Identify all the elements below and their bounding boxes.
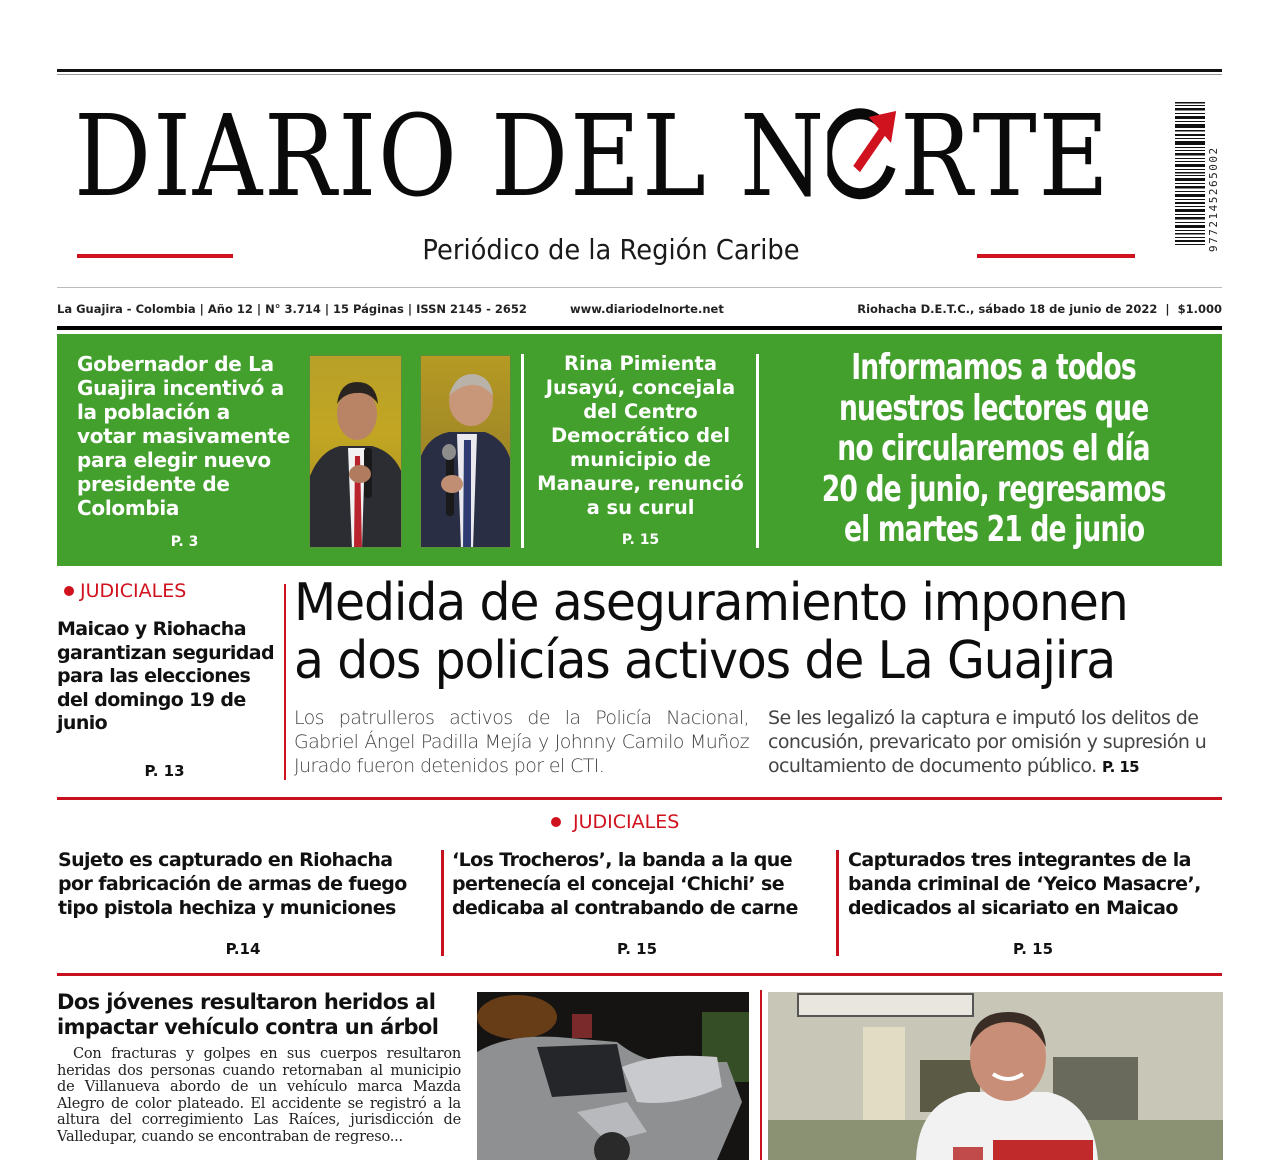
info-bar-rule [57,326,1222,330]
section-kicker-judiciales [64,580,186,602]
judiciales-story-2-headline[interactable]: ‘Los Trocheros’, la banda a la que pertenecía el concejal ‘Chichi’ se dedicaba al contrabando de carne [452,849,798,919]
side-story-headline[interactable]: Maicao y Riohacha garantizan seguridad para las elecciones del domingo 19 de junio [57,618,274,734]
judiciales-story-3-headline[interactable]: Capturados tres integrantes de la banda criminal de ‘Yeico Masacre’, dedicados al sicariato en Maicao [848,849,1201,919]
logo-text-part1: DIARIO DEL N [74,92,827,222]
masthead-red-bar-right [977,254,1135,258]
logo-text-part2: RTE [899,92,1111,222]
section-label: JUDICIALES [573,811,680,833]
bottom-story-body: Con fracturas y golpes en sus cuerpos resultaron heridas dos personas cuando retornaban al municipio de Villanueva abordo de un vehículo marca Mazda Alegro de color plateado. El accidente se registró a la altura del corregimiento Las Raíces, jurisdicción de Valledupar, cuando se encontraban de regreso... [57,1046,461,1145]
lead-story-headline[interactable] [294,574,1229,690]
website-link[interactable]: www.diariodelnorte.net [570,302,724,316]
section-rule-red-2 [57,973,1222,976]
banner-divider-2 [756,354,759,548]
masthead-top-rule-thin [57,74,1222,75]
judiciales-story-1-page: P.14 [225,940,261,958]
tagline [0,233,1222,266]
barcode-icon [1173,100,1221,252]
bullet-dot-icon [551,817,561,827]
notice-line-1: Informamos a todos [851,347,1137,388]
bullet-dot-icon [64,586,74,596]
lead-story-body-col2 [768,706,1224,779]
lead-headline-line-1: Medida de aseguramiento imponen [294,573,1128,633]
tagline-text: Periódico de la Región Caribe [422,233,800,266]
masthead-divider [57,287,1222,288]
section-label: JUDICIALES [80,580,187,602]
side-story-page: P. 13 [144,762,185,780]
notice-line-5: el martes 21 de junio [843,509,1145,550]
edition-info-bar [57,302,1222,318]
barcode-number: 9772145265002 [1207,146,1220,252]
banner-divider-1 [521,354,524,548]
photo-candidate-1 [309,355,402,548]
photo-man-smiling [768,992,1223,1160]
notice-line-4: 20 de junio, regresamos [822,468,1166,510]
column-divider [760,990,762,1160]
lead-story-body-col1: Los patrulleros activos de la Policía Nacional, Gabriel Ángel Padilla Mejía y Johnny Camilo Muñoz Jurado fueron detenidos por el CTI. [294,707,749,777]
judiciales-story-3-page: P. 15 [1012,940,1054,958]
newspaper-logo [74,92,1111,222]
notice-line-3: no circularemos el día [837,428,1151,469]
bottom-story-headline[interactable]: Dos jóvenes resultaron heridos al impactar vehículo contra un árbol [57,990,439,1039]
logo-o-arrow-icon [826,107,900,207]
masthead-top-rule [57,69,1222,72]
banner-story-governor-page: P. 3 [170,534,199,550]
banner-story-rina-page: P. 15 [621,532,660,548]
lead-body-col2-text: Se les legalizó la captura e imputó los delitos de concusión, prevaricato por omisión y supresión u ocultamiento de documento público. [768,707,1207,777]
photo-car-crash [477,992,749,1160]
notice-line-2: nuestros lectores que [839,387,1149,429]
judiciales-story-1-headline[interactable]: Sujeto es capturado en Riohacha por fabricación de armas de fuego tipo pistola hechiza y municiones [58,849,407,919]
section-rule-red-1 [57,797,1222,800]
lead-story-page: P. 15 [1101,758,1140,776]
photo-candidate-2 [420,355,511,548]
column-divider [284,584,286,780]
edition-details: La Guajira - Colombia | Año 12 | N° 3.714 | 15 Páginas | ISSN 2145 - 2652 [57,302,527,316]
circulation-notice [770,348,1218,551]
judiciales-story-2-page: P. 15 [616,940,658,958]
banner-story-governor-headline[interactable]: Gobernador de La Guajira incentivó a la población a votar masivamente para elegir nuevo presidente de Colombia [77,352,290,520]
column-divider [441,850,444,956]
column-divider [836,850,839,956]
section-kicker-judiciales-2 [551,811,679,833]
lead-headline-line-2: a dos policías activos de La Guajira [294,631,1116,691]
date-and-price: Riohacha D.E.T.C., sábado 18 de junio de 2022 | $1.000 [857,302,1222,316]
banner-story-rina-headline[interactable]: Rina Pimienta Jusayú, concejala del Centro Democrático del municipio de Manaure, renunció a su curul [537,352,744,519]
